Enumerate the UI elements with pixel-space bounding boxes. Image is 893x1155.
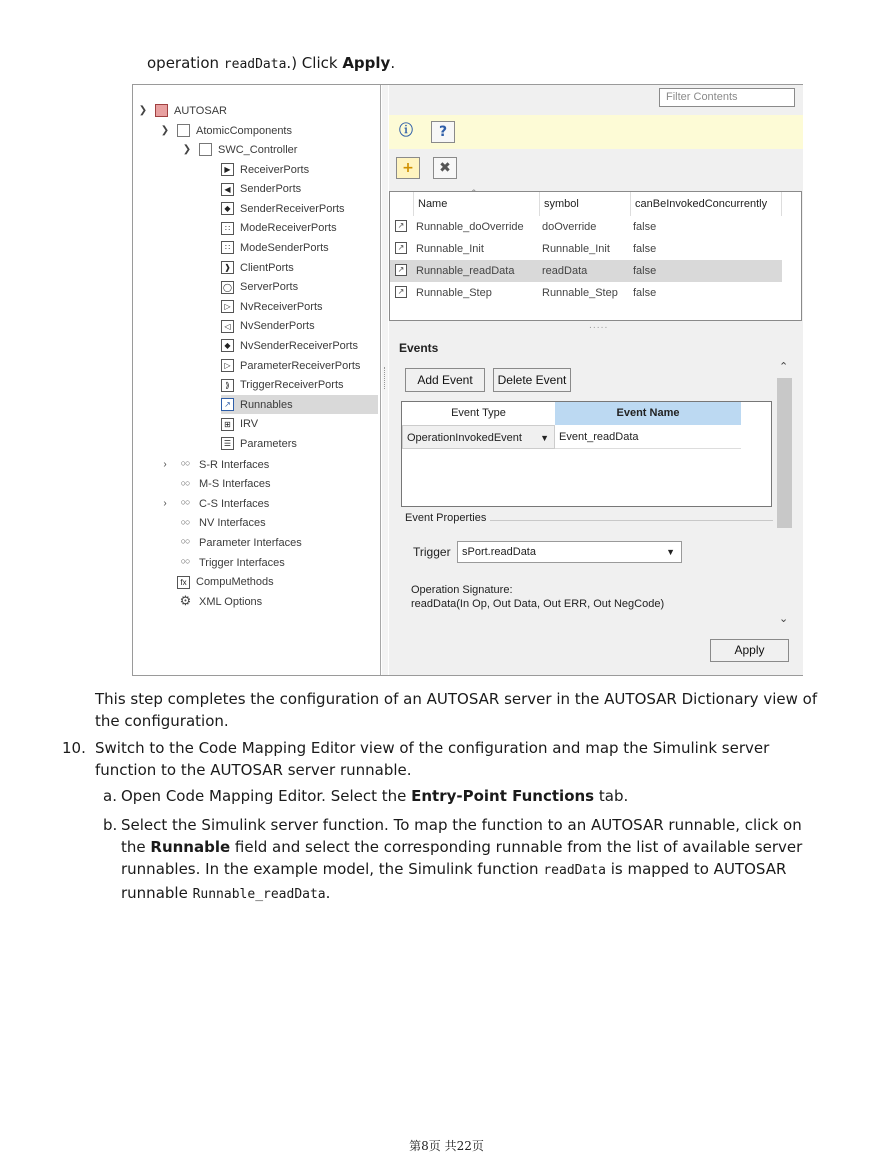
- trigger-receiver-ports-icon: ⟫: [221, 379, 234, 392]
- cell-symbol: Runnable_Init: [542, 243, 610, 255]
- header-icon-col: [390, 192, 414, 216]
- sender-ports-icon: ◀: [221, 183, 234, 196]
- column-header-event-name[interactable]: Event Name: [555, 402, 741, 425]
- tree-node-parameterreceiverports[interactable]: [221, 356, 378, 375]
- tree-label: NvSenderPorts: [240, 320, 315, 333]
- event-name-cell[interactable]: Event_readData: [555, 425, 741, 449]
- tree-label: SenderPorts: [240, 183, 302, 196]
- tree-node-clientports[interactable]: [221, 258, 378, 277]
- event-type-dropdown[interactable]: [402, 425, 555, 449]
- column-header-symbol[interactable]: symbol: [540, 192, 631, 216]
- tree-node-senderreceiverports[interactable]: [221, 199, 378, 218]
- tree-node-senderports[interactable]: [221, 180, 378, 199]
- info-icon[interactable]: ⓘ: [399, 123, 413, 139]
- chevron-down-icon[interactable]: ❯: [160, 125, 170, 136]
- column-header-event-type[interactable]: Event Type: [402, 402, 556, 425]
- cell-concurrent: false: [633, 243, 657, 255]
- step-b-part1: Select the Simulink server function. To map the function to an AUTOSAR runnable, click on the: [121, 816, 802, 856]
- tree-label: Parameter Interfaces: [199, 536, 302, 549]
- tree-label: TriggerReceiverPorts: [240, 379, 344, 392]
- step-a-text: [121, 785, 841, 807]
- trigger-interfaces-icon: ○○: [177, 556, 193, 569]
- event-type-value: OperationInvokedEvent: [407, 432, 522, 444]
- receiver-ports-icon: ▶: [221, 163, 234, 176]
- tree-panel: [133, 85, 381, 675]
- parameters-icon: ☰: [221, 437, 234, 450]
- tree-label: M-S Interfaces: [199, 478, 271, 491]
- delete-icon[interactable]: ✖: [433, 157, 457, 179]
- tree-node-nvsenderreceiverports[interactable]: [221, 336, 378, 355]
- operation-signature-label: Operation Signature:: [411, 584, 513, 596]
- tree-label: Parameters: [240, 437, 297, 450]
- tree-node-nv-interfaces[interactable]: [159, 514, 266, 533]
- tree-node-compumethods[interactable]: [159, 573, 274, 592]
- tree-node-parameter-interfaces[interactable]: [159, 533, 302, 552]
- tree-label: SWC_Controller: [218, 143, 298, 156]
- tree-node-xml-options[interactable]: [159, 592, 262, 611]
- apply-button[interactable]: Apply: [710, 639, 789, 662]
- vertical-scrollbar[interactable]: [776, 360, 793, 628]
- chevron-down-icon[interactable]: ❯: [182, 144, 192, 155]
- intro-line: [147, 52, 395, 76]
- autosar-dictionary-screenshot: [132, 84, 803, 676]
- tree-label: ParameterReceiverPorts: [240, 359, 361, 372]
- cell-name: Runnable_Init: [416, 243, 484, 255]
- tree-label: SenderReceiverPorts: [240, 202, 345, 215]
- server-ports-icon: ◯: [221, 281, 234, 294]
- cs-interfaces-icon: ○○: [177, 497, 193, 510]
- scrollbar-thumb[interactable]: [777, 378, 792, 528]
- step-a-bold: Entry-Point Functions: [411, 787, 595, 805]
- runnable-icon: ↗: [395, 286, 407, 298]
- tree-label: Trigger Interfaces: [199, 556, 285, 569]
- tree-node-irv[interactable]: [221, 415, 378, 434]
- tree-node-autosar[interactable]: [137, 101, 227, 120]
- trigger-dropdown[interactable]: [457, 541, 682, 563]
- mode-sender-ports-icon: ∷: [221, 241, 234, 254]
- nv-interfaces-icon: ○○: [177, 517, 193, 530]
- tree-node-parameters[interactable]: [221, 434, 378, 453]
- step-b-part3: is mapped to AUTOSAR runnable: [121, 860, 787, 902]
- event-properties-title: Event Properties: [405, 512, 490, 524]
- scroll-down-icon[interactable]: ⌄: [779, 612, 789, 625]
- tree-label: IRV: [240, 418, 259, 431]
- parameter-receiver-ports-icon: ▷: [221, 359, 234, 372]
- intro-middle: .) Click: [286, 54, 343, 72]
- tree-node-swc-controller[interactable]: [181, 140, 297, 159]
- step-10-text: Switch to the Code Mapping Editor view of the configuration and map the Simulink server function to the AUTOSAR server runnable.: [95, 739, 770, 779]
- tree-node-modereceiverports[interactable]: [221, 219, 378, 238]
- tree-node-atomic-components[interactable]: [159, 121, 292, 140]
- cell-concurrent: false: [633, 221, 657, 233]
- autosar-icon: [155, 104, 168, 117]
- list-number-10: 10.: [62, 739, 86, 757]
- compumethods-icon: fx: [177, 576, 190, 589]
- operation-signature-value: readData(In Op, Out Data, Out ERR, Out NegCode): [411, 598, 665, 610]
- nv-sender-ports-icon: ◁: [221, 320, 234, 333]
- trigger-label: Trigger: [413, 545, 451, 559]
- mode-receiver-ports-icon: ∷: [221, 222, 234, 235]
- client-ports-icon: ❱: [221, 261, 234, 274]
- properties-panel: [389, 85, 803, 675]
- tree-label: AtomicComponents: [196, 124, 292, 137]
- table-row[interactable]: [390, 216, 782, 238]
- step-a-prefix: Open Code Mapping Editor. Select the: [121, 787, 412, 805]
- splitter-handle[interactable]: [382, 85, 388, 675]
- cell-concurrent: false: [633, 265, 657, 277]
- tree-node-triggerreceiverports[interactable]: [221, 376, 378, 395]
- chevron-right-icon[interactable]: ›: [163, 459, 167, 470]
- intro-suffix: .: [390, 54, 396, 72]
- tree-label: XML Options: [199, 595, 263, 608]
- paragraph-completion: This step completes the configuration of an AUTOSAR server in the AUTOSAR Dictionary view of the configuration.: [95, 690, 818, 730]
- sr-interfaces-icon: ○○: [177, 458, 193, 471]
- trigger-value: sPort.readData: [462, 546, 536, 558]
- nv-receiver-ports-icon: ▷: [221, 300, 234, 313]
- chevron-down-icon[interactable]: ❯: [138, 105, 148, 116]
- events-title: Events: [399, 341, 439, 355]
- column-header-concurrent[interactable]: canBeInvokedConcurrently: [631, 192, 782, 216]
- chevron-right-icon[interactable]: ›: [163, 498, 167, 510]
- list-letter-a: a.: [103, 787, 117, 805]
- help-icon[interactable]: ?: [431, 121, 455, 143]
- list-letter-b: b.: [103, 816, 118, 834]
- runnables-icon: ↗: [221, 398, 234, 411]
- tree-label: ServerPorts: [240, 281, 299, 294]
- table-row[interactable]: [390, 238, 782, 260]
- intro-code: readData: [223, 57, 287, 72]
- nv-sender-receiver-ports-icon: ◆: [221, 339, 234, 352]
- tree-label: Runnables: [240, 398, 293, 411]
- add-icon[interactable]: +: [396, 157, 420, 179]
- component-icon: [199, 143, 212, 156]
- parameter-interfaces-icon: ○○: [177, 536, 193, 549]
- step-b-code2: Runnable_readData: [192, 887, 326, 902]
- tree-label: S-R Interfaces: [199, 458, 270, 471]
- cell-name: Runnable_doOverride: [416, 221, 524, 233]
- tree-label: AUTOSAR: [174, 104, 227, 117]
- intro-bold: Apply: [342, 54, 391, 72]
- tree-node-serverports[interactable]: [221, 278, 378, 297]
- tree-node-trigger-interfaces[interactable]: [159, 553, 285, 572]
- runnable-icon: ↗: [395, 242, 407, 254]
- cell-name: Runnable_readData: [416, 265, 515, 277]
- irv-icon: ⊞: [221, 418, 234, 431]
- step-b-bold: Runnable: [150, 838, 231, 856]
- tree-node-runnables[interactable]: [221, 395, 378, 414]
- tree-label: ModeReceiverPorts: [240, 222, 337, 235]
- step-b-code1: readData: [543, 863, 606, 878]
- tree-node-s-r-interfaces[interactable]: [159, 455, 269, 474]
- tree-node-m-s-interfaces[interactable]: [159, 475, 271, 494]
- ms-interfaces-icon: ○○: [177, 478, 193, 491]
- table-row[interactable]: [390, 282, 782, 304]
- tree-node-nvsenderports[interactable]: [221, 317, 378, 336]
- resize-grip[interactable]: .....: [589, 321, 609, 331]
- page-footer: 第8页 共22页: [409, 1139, 484, 1153]
- cell-symbol: readData: [542, 265, 588, 277]
- delete-event-button[interactable]: Delete Event: [493, 368, 571, 392]
- events-table: [401, 401, 772, 507]
- tree-label: CompuMethods: [196, 576, 274, 589]
- cell-concurrent: false: [633, 287, 657, 299]
- filter-input[interactable]: Filter Contents: [659, 88, 795, 107]
- tree-label: ClientPorts: [240, 261, 294, 274]
- step-a-suffix: tab.: [594, 787, 629, 805]
- runnable-icon: ↗: [395, 220, 407, 232]
- runnables-table: [389, 191, 802, 321]
- add-event-button[interactable]: Add Event: [405, 368, 485, 392]
- cell-name: Runnable_Step: [416, 287, 492, 299]
- runnable-icon: ↗: [395, 264, 407, 276]
- scroll-up-icon[interactable]: ⌃: [779, 360, 789, 373]
- tree-label: NvReceiverPorts: [240, 300, 323, 313]
- xml-options-icon: ⚙: [177, 595, 193, 608]
- step-b-text: [121, 814, 821, 906]
- intro-prefix: operation: [147, 54, 224, 72]
- tree-node-receiverports[interactable]: [221, 160, 378, 179]
- tree-label: NvSenderReceiverPorts: [240, 339, 358, 352]
- table-row[interactable]: [390, 260, 782, 282]
- folder-icon: [177, 124, 190, 137]
- sort-ascending-icon: ^: [470, 189, 478, 199]
- column-header-name[interactable]: Name: [414, 192, 540, 216]
- tree-label: ReceiverPorts: [240, 163, 310, 176]
- tree-node-nvreceiverports[interactable]: [221, 297, 378, 316]
- step-b-part4: .: [325, 884, 331, 902]
- cell-symbol: doOverride: [542, 221, 597, 233]
- dropdown-arrow-icon: ▼: [540, 433, 549, 443]
- event-properties-group: [405, 512, 773, 633]
- cell-symbol: Runnable_Step: [542, 287, 618, 299]
- info-bar: [389, 115, 803, 149]
- tree-node-c-s-interfaces[interactable]: [159, 494, 269, 513]
- tree-node-modesenderports[interactable]: [221, 238, 378, 257]
- sender-receiver-ports-icon: ◆: [221, 202, 234, 215]
- step-b-part2: field and select the corresponding runnable from the list of available server runnables. In the example model, the Simulink function: [121, 838, 803, 878]
- tree-label: NV Interfaces: [199, 517, 266, 530]
- dropdown-arrow-icon: ▼: [666, 547, 675, 557]
- tree-label: ModeSenderPorts: [240, 241, 329, 254]
- tree-label: C-S Interfaces: [199, 497, 270, 510]
